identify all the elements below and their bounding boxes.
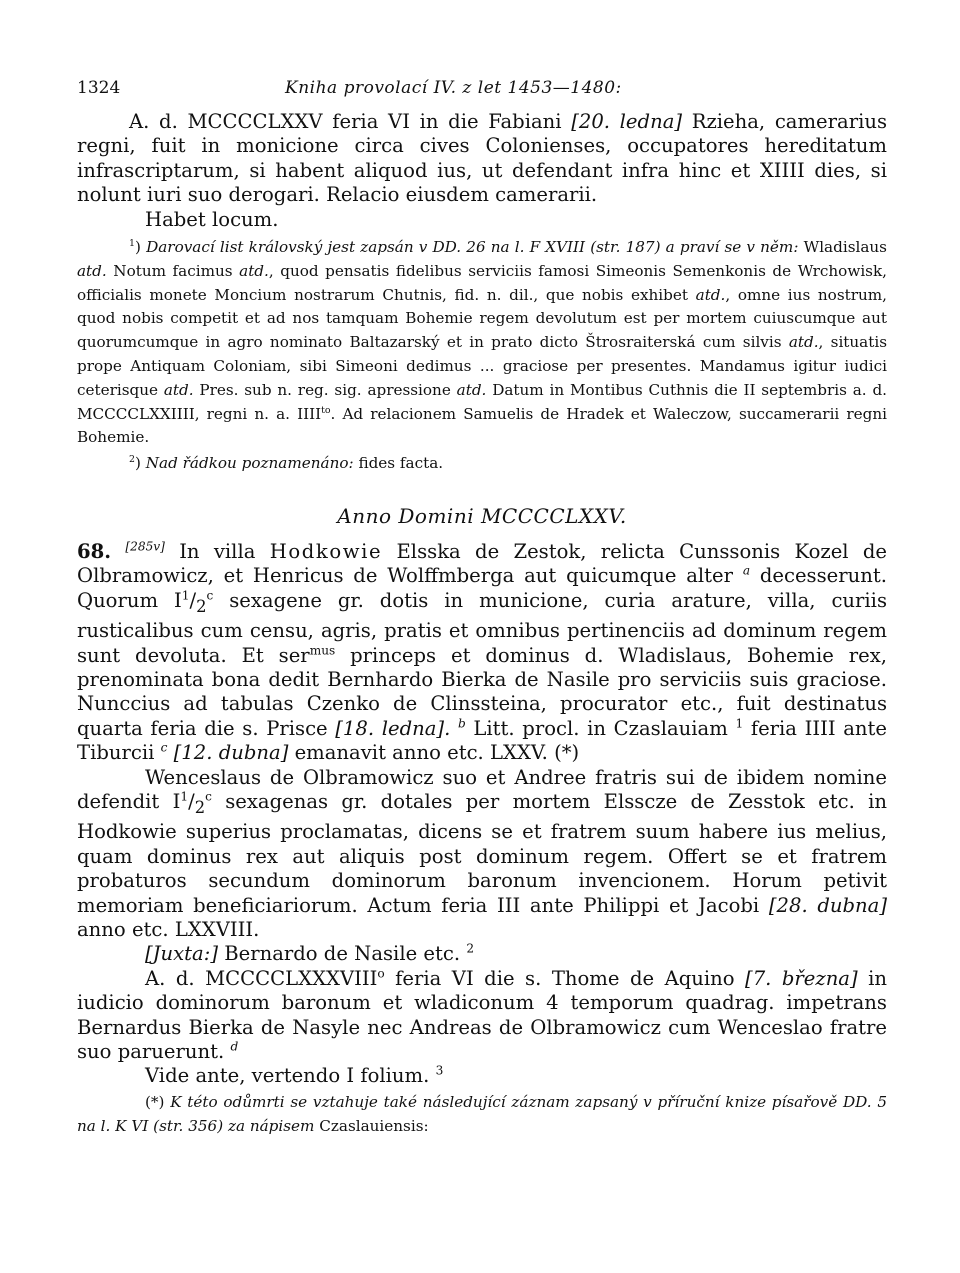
fn-text: , situatis prope Antiquam Coloniam, sibi Simeoni dedimus ... graciose per presentes. Mandamus igitur iudici ceterisque: [77, 333, 887, 399]
fn-text: . Ad relacionem Samuelis de Hradek et Waleczow, succamerarii regni Bohemie.: [77, 404, 887, 447]
intro-entry: [77, 110, 887, 208]
entry-text: feria IIII ante Tiburcii: [77, 716, 888, 765]
para-date: [28. dubna]: [768, 893, 887, 917]
entry-spaced-word: Hodkowie: [269, 540, 383, 563]
fn-text: Notum facimus: [106, 261, 240, 280]
folio-mark: [285v]: [125, 539, 165, 554]
para-sup: d: [230, 1039, 239, 1054]
footnote-1: $^1$) Darovací list královský jest zapsán v DD. 26 na l. F XVIII (str. 187) a praví se v něm: Wladislaus atd. Notum facimus atd., quod pensatis fidelibus serviciis famosi Simeonis Semenkonis de Wrchowisk, officialis monete Moncium nostrarum Chutnis, fid. n. dil., que nobis exhibet atd., omne ius nostrum, quod nobis competit et ad nos tamquam Bohemie regem devolutum est per mortem cuiuscumque aut quorumcumque in agro nominato Baltazarský et in prato dicto Štrosraiterská cum silvis atd., situatis prope Antiquam Coloniam, sibi Simeoni dedimus ... graciose per presentes. Mandamus igitur iudici ceterisque atd. Pres. sub n. reg. sig. apressione atd. Datum in Montibus Cuthnis die II septembris a. d. MCCCCLXXIIII, regni n. a. $IIII^{to}$. Ad relacionem Samuelis de Hradek et Waleczow, succamerarii regni Bohemie.: [77, 237, 887, 447]
entry-text: Litt. procl. in Czaslauiam: [465, 716, 728, 740]
fn-text: Datum in Montibus Cuthnis die II septembris a. d. MCCCCLXXIIII, regni n. a. IIII: [77, 380, 887, 423]
entry-text: In villa: [164, 540, 270, 563]
para-sup: 3: [435, 1063, 444, 1078]
entry-date: [12. dubna]: [173, 741, 289, 765]
para-sup: c: [205, 789, 212, 804]
paragraph-vide: [77, 1064, 887, 1088]
entry-text: decesserunt. Quorum I: [77, 564, 887, 612]
juxta-mark: [Juxta:]: [145, 942, 218, 966]
para-text: /: [188, 789, 195, 813]
entry-number: 68.: [77, 540, 112, 563]
fn-atd: atd.: [163, 380, 194, 399]
para-text: Vide ante, vertendo I folium.: [145, 1064, 430, 1088]
para-text: Bernardo de Nasile etc.: [217, 942, 461, 966]
fn-atd: atd.: [456, 380, 487, 399]
entry-sup: c: [160, 740, 168, 755]
entry-sub: 2: [196, 596, 207, 616]
para-text: Wenceslaus de Olbramowicz suo et Andree fratris sui de ibidem nomine defendit I: [77, 765, 887, 813]
entry-sup: mus: [309, 643, 336, 657]
para-sup: o: [377, 966, 385, 981]
paragraph-juxta: [77, 942, 887, 966]
fn-text: Wladislaus: [798, 238, 887, 257]
fn-atd: atd.: [788, 333, 819, 352]
para-text: anno etc. LXXVIII.: [77, 917, 260, 941]
intro-text-rest: Rzieha, camerarius regni, fuit in monicione circa cives Colonienses, occupatores hereditatum infrascriptarum, si habent aliquod ius, ut defendant infra hinc et XIIII dies, si nolunt iuri suo derogari. Relacio eiusdem camerarii.: [77, 110, 888, 207]
intro-date: [20. ledna]: [571, 110, 683, 133]
page-header: [77, 70, 887, 100]
para-sup: 1: [180, 789, 189, 804]
habet-locum: Habet locum.: [145, 207, 279, 231]
para-text: in iudicio dominorum baronum et wladiconum 4 temporum quadrag. impetrans Bernardus Bierka de Nasyle nec Andreas de Olbramowicz cum Wenceslao fratre suo paruerunt.: [77, 966, 888, 1063]
star-marker: (*): [145, 1092, 165, 1111]
paragraph-1488: [77, 967, 887, 1065]
entry-68: [77, 540, 887, 766]
fn-atd: atd.: [77, 261, 107, 280]
para-text: sexagenas gr. dotales per mortem Elsscze de Zesstok etc. in Hodkowie superius proclamatas, dicens se et fratrem suum habere ius melius, quam dominus rex aut aliquis post dominum regem. Offert se et fratrem probaturos secundum dominorum baronum invencionem. Horum petivit memoriam beneficiariorum. Actum feria III ante Philippi et Jacobi: [77, 789, 887, 917]
footnote-marker: 2: [129, 454, 135, 466]
entry-sup: 1: [181, 588, 190, 603]
entry-date: [18. ledna].: [335, 716, 451, 740]
section-heading: Anno Domini MCCCCLXXV.: [337, 504, 627, 528]
star-note-text: Czaslauiensis:: [314, 1116, 429, 1135]
star-note-italic: K této odůmrti se vztahuje také následující záznam zapsaný v příruční knize písařově DD. 5 na l. K VI (str. 356) za nápisem: [77, 1092, 887, 1135]
running-title: Kniha provolací IV. z let 1453—1480:: [285, 78, 622, 98]
page-number: 1324: [77, 78, 121, 98]
footnote-lead: Darovací list královský jest zapsán v DD. 26 na l. F XVIII (str. 187) a praví se v něm:: [146, 238, 799, 257]
para-text: A. d. MCCCCLXXXVIII: [145, 966, 378, 990]
fn-text: Pres. sub n. reg. sig. apressione: [193, 380, 457, 399]
document-page: [77, 70, 887, 1138]
para-sub: 2: [194, 797, 206, 817]
para-text: feria VI die s. Thome de Aquino: [384, 966, 746, 990]
entry-sup: 1: [735, 716, 744, 731]
entry-sup: a: [742, 563, 751, 578]
entry-text: /: [189, 588, 197, 612]
entry-text: princeps et dominus d. Wladislaus, Bohemie rex, prenominata bona dedit Bernhardo Bierka de Nasile pro serviciis suis graciose. Nunccius ad tabulas Czenko de Clinssteina, procurator etc., fuit destinatus quarta feria die s. Prisce: [77, 643, 887, 740]
para-sup: 2: [466, 941, 475, 956]
footnote-2: $^2$) Nad řádkou poznamenáno: fides facta.: [129, 454, 444, 473]
intro-text: A. d. MCCCCLXXV feria VI in die Fabiani: [129, 110, 572, 133]
entry-sup: b: [457, 716, 466, 731]
entry-text: emanavit anno etc. LXXV. (*): [288, 741, 580, 765]
entry-text: sexagene gr. dotis in municione, curia arature, villa, curiis rusticalibus cum censu, agris, pratis et omnibus pertinenciis ad dominum regem sunt devoluta. Et ser: [77, 588, 887, 667]
entry-sup: c: [206, 588, 214, 603]
footnote-marker: 1: [129, 237, 135, 249]
fn-text: , omne ius nostrum, quod nobis competit et ad nos tamquam Bohemie regem devolutum est per mortem cuiuscumque aut quorumcumque in agro nominato Baltazarský et in prato dicto Štrosraiterská cum silvis: [77, 285, 887, 352]
footnote-lead: Nad řádkou poznamenáno:: [145, 454, 354, 473]
para-date: [7. března]: [745, 966, 858, 990]
star-note: [77, 1091, 887, 1139]
fn-text: , quod pensatis fidelibus serviciis famosi Simeonis Semenkonis de Wrchowisk, officialis monete Moncium nostrarum Chutnis, fid. n. dil., que nobis exhibet: [77, 261, 887, 304]
fn-sup: to: [321, 404, 331, 416]
fn-atd: atd.: [239, 261, 269, 280]
fn-atd: atd.: [695, 285, 726, 304]
entry-text: Elsska de Zestok, relicta Cunssonis Kozel de Olbramowicz, et Henricus de Wolffmberga aut quicumque alter: [77, 540, 887, 588]
fn-text: fides facta.: [353, 454, 444, 473]
paragraph-defendit: [77, 766, 887, 943]
